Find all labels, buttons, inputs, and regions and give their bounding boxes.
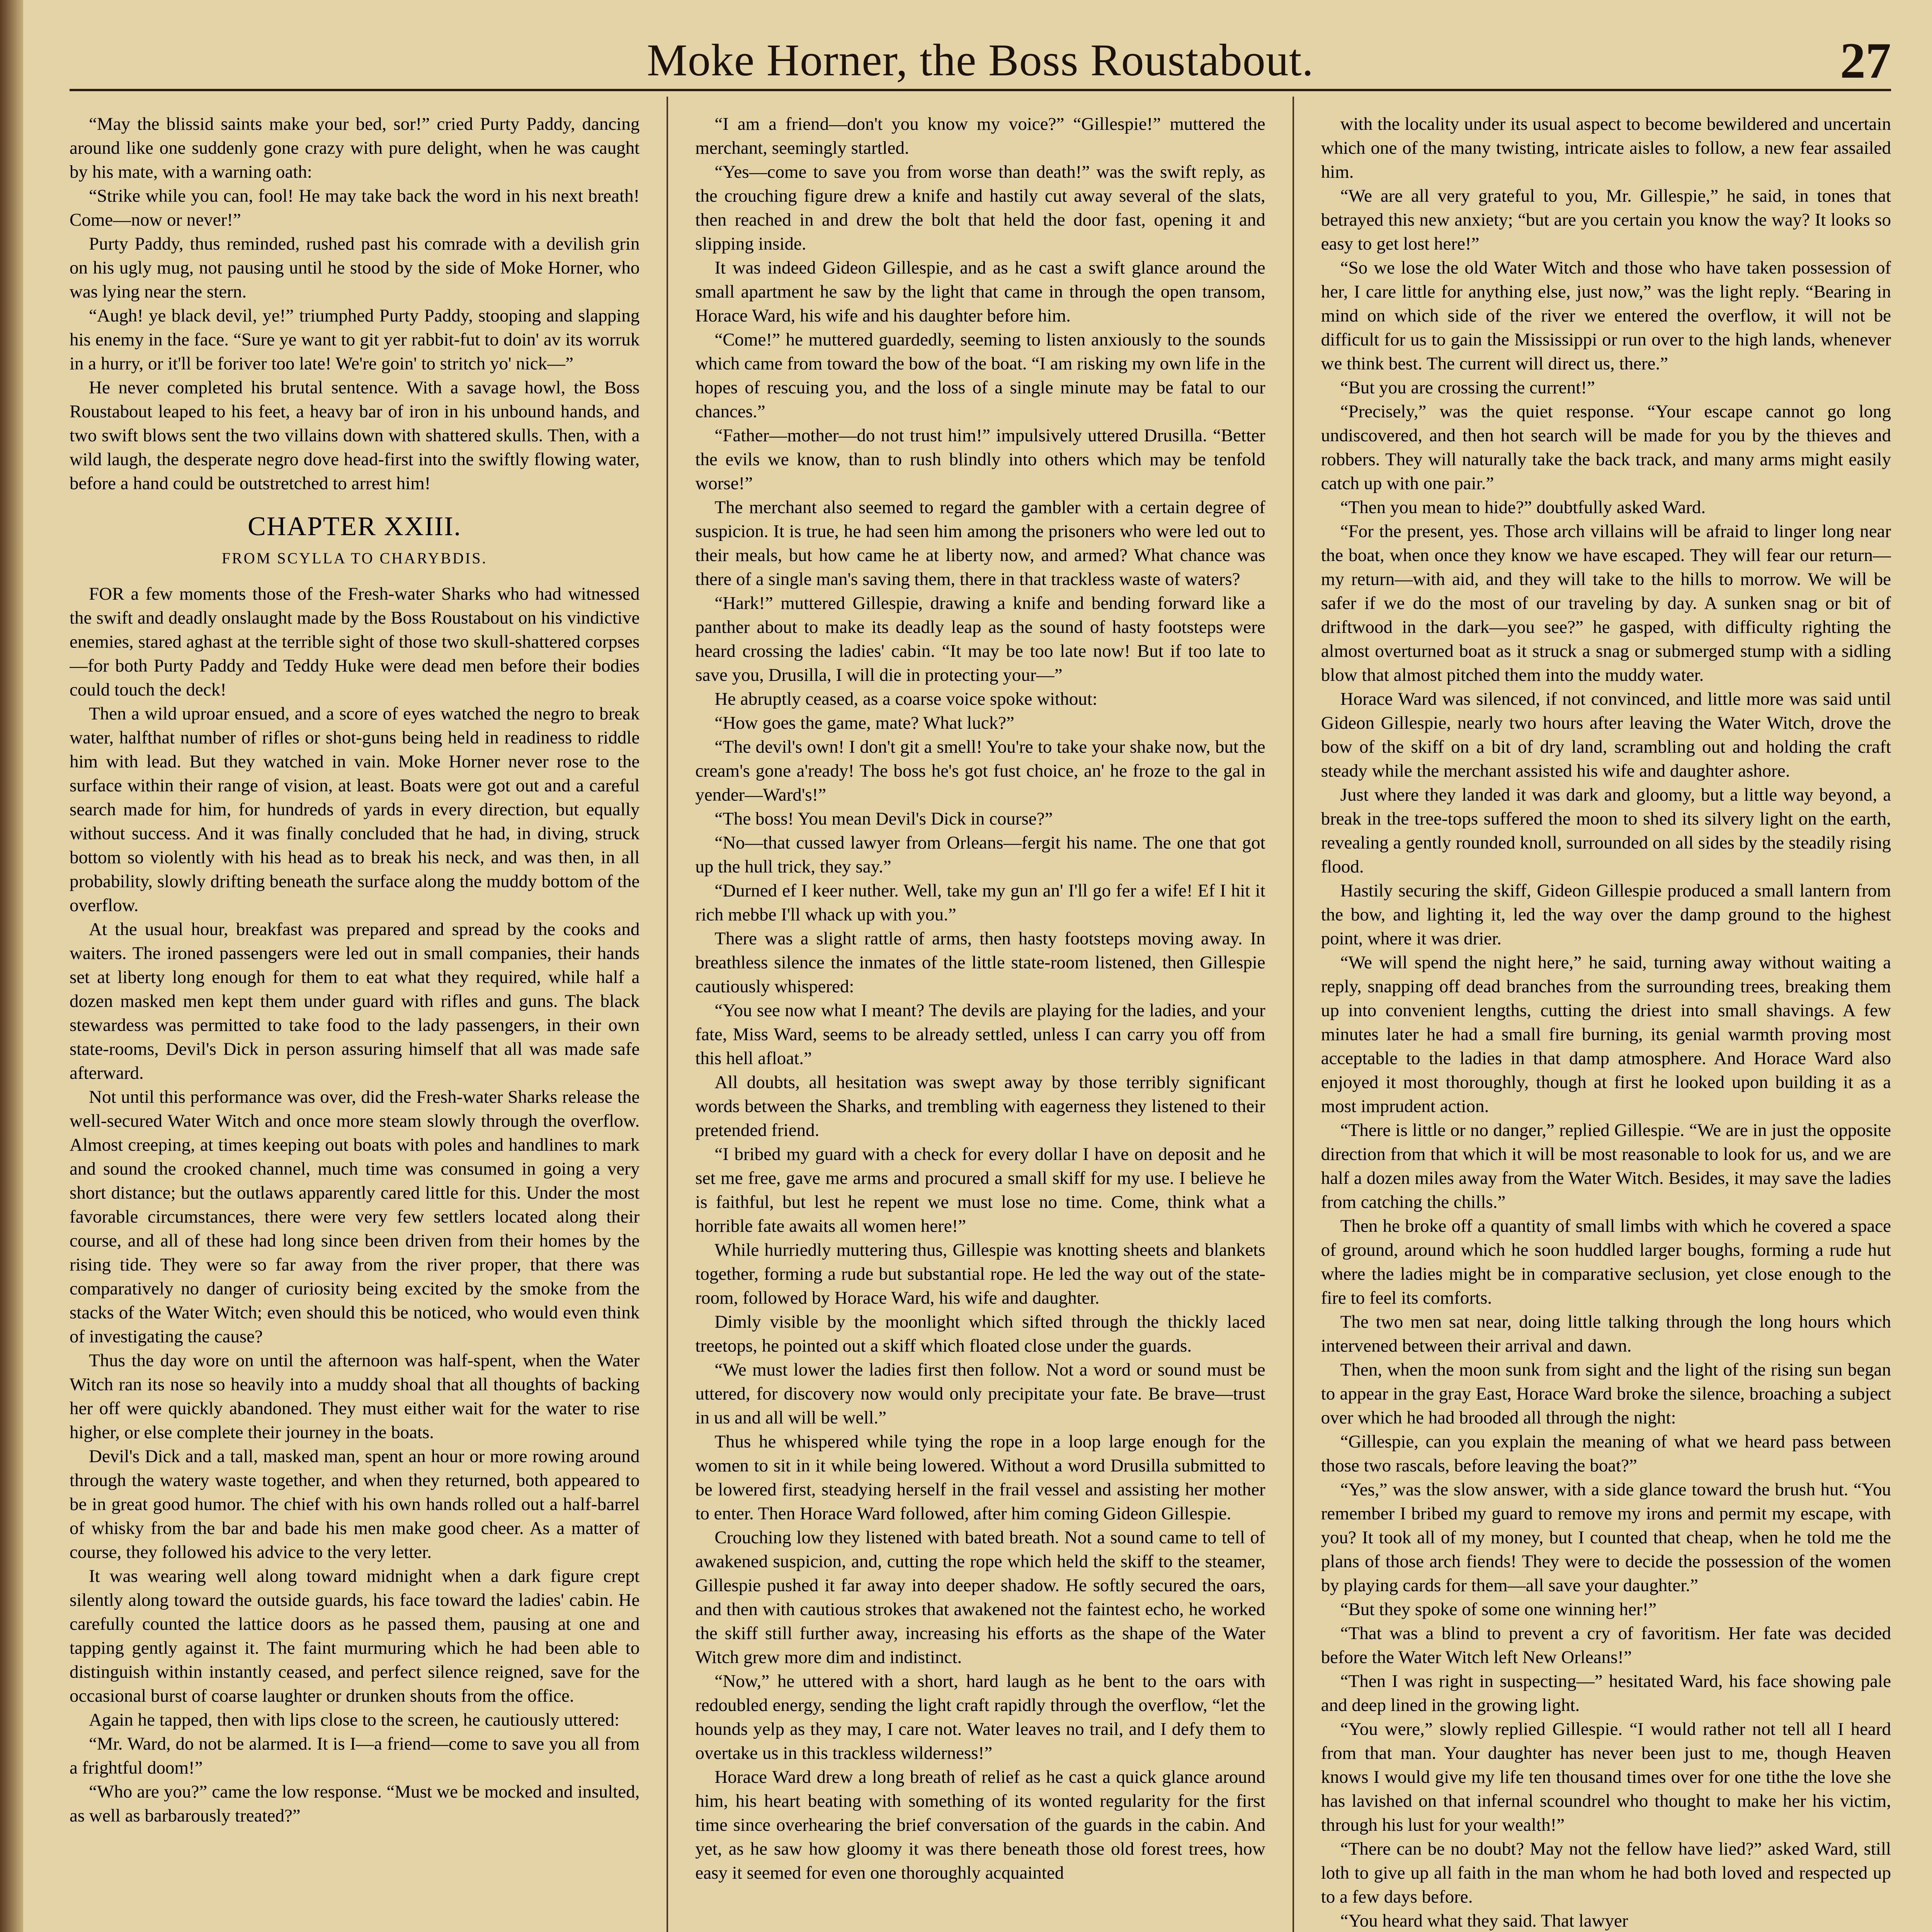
paragraph: While hurriedly muttering thus, Gillespie was knotting sheets and blankets together, forming a rude but substantial rope. He led the way out of the state-room, followed by Horace Ward, his wife and daughter. bbox=[695, 1240, 1265, 1308]
paragraph: “So we lose the old Water Witch and those who have taken possession of her, I care little for anything else, just now,” was the light reply. “Bearing in mind on which side of the river we entered the overflow, it will not be difficult for us to gain the Mississippi or run over to the high lands, whenever we think best. The current will direct us, there.” bbox=[1321, 258, 1891, 374]
paragraph: “Then I was right in suspecting—” hesitated Ward, his face showing pale and deep lined in the growing light. bbox=[1321, 1671, 1891, 1715]
column-1 bbox=[70, 97, 667, 1932]
paragraph: “I bribed my guard with a check for every dollar I have on deposit and he set me free, gave me arms and procured a small skiff for my use. I believe he is faithful, but lest he repent we must lose no time. Come, think what a horrible fate awaits all women here!” bbox=[695, 1144, 1265, 1236]
paragraph: “That was a blind to prevent a cry of favoritism. Her fate was decided before the Water Witch left New Orleans!” bbox=[1321, 1623, 1891, 1667]
paragraph: “I am a friend—don't you know my voice?” “Gillespie!” muttered the merchant, seemingly startled. bbox=[695, 114, 1265, 158]
paragraph: Not until this performance was over, did the Fresh-water Sharks release the well-secured Water Witch and once more steam slowly through the overflow. Almost creeping, at times keeping out boats with poles and handlines to mark and sound the crooked channel, much time was consumed in going a very short distance; but the outlaws apparently cared little for this. Under the most favorable circumstances, there were very few settlers located along their course, and all of these had long since been driven from their homes by the rising tide. They were so far away from the river proper, that there was comparatively no danger of curiosity being excited by the smoke from the stacks of the Water Witch; even should this be noticed, who would even think of investigating the cause? bbox=[70, 1087, 640, 1347]
paragraph: “Gillespie, can you explain the meaning of what we heard pass between those two rascals, before leaving the boat?” bbox=[1321, 1432, 1891, 1476]
paragraph: It was wearing well along toward midnight when a dark figure crept silently along toward the outside guards, his face toward the ladies' cabin. He carefully counted the lattice doors as he passed them, pausing at one and tapping gently against it. The faint murmuring which he had been able to distinguish within instantly ceased, and perfect silence reigned, save for the occasional burst of coarse laughter or drunken shouts from the office. bbox=[70, 1566, 640, 1706]
paragraph: “We must lower the ladies first then follow. Not a word or sound must be uttered, for discovery now would only precipitate your fate. Be brave—trust in us and all will be well.” bbox=[695, 1360, 1265, 1428]
paragraph: “Durned ef I keer nuther. Well, take my gun an' I'll go fer a wife! Ef I hit it rich mebbe I'll whack up with you.” bbox=[695, 881, 1265, 925]
paragraph: Hastily securing the skiff, Gideon Gillespie produced a small lantern from the bow, and lighting it, led the way over the damp ground to the highest point, where it was drier. bbox=[1321, 881, 1891, 949]
paragraph: “But they spoke of some one winning her!” bbox=[1340, 1599, 1657, 1619]
paragraph: “We are all very grateful to you, Mr. Gillespie,” he said, in tones that betrayed this new anxiety; “but are you certain you know the way? It looks so easy to get lost here!” bbox=[1321, 186, 1891, 254]
column-3 bbox=[1293, 97, 1891, 1932]
paragraph: Dimly visible by the moonlight which sifted through the thickly laced treetops, he pointed out a skiff which floated close under the guards. bbox=[695, 1312, 1265, 1356]
paragraph: “There is little or no danger,” replied Gillespie. “We are in just the opposite direction from that which it will be most reasonable to look for us, and we are half a dozen miles away from the Water Witch. Besides, it may save the ladies from catching the chills.” bbox=[1321, 1120, 1891, 1212]
chapter-subtitle: FROM SCYLLA TO CHARYBDIS. bbox=[221, 549, 488, 567]
paragraph: “The devil's own! I don't git a smell! You're to take your shake now, but the cream's gone a'ready! The boss he's got fust choice, an' he froze to the gal in yender—Ward's!” bbox=[695, 737, 1265, 805]
paragraph: “Who are you?” came the low response. “Must we be mocked and insulted, as well as barbarously treated?” bbox=[70, 1782, 640, 1826]
page-number: 27 bbox=[1840, 32, 1891, 89]
text-columns bbox=[70, 97, 1891, 1932]
paragraph: “Father—mother—do not trust him!” impulsively uttered Drusilla. “Better the evils we know, than to rush blindly into others which may be tenfold worse!” bbox=[695, 425, 1265, 493]
paragraph: Then a wild uproar ensued, and a score of eyes watched the negro to break water, halfthat number of rifles or shot-guns being held in readiness to riddle him with lead. But they watched in vain. Moke Horner never rose to the surface within their range of vision, at least. Boats were got out and a careful search made for him, for hundreds of yards in every direction, but equally without success. And it was finally concluded that he had, in diving, struck bottom so violently with his head as to break his neck, and was then, in all probability, slowly drifting beneath the surface along the muddy bottom of the overflow. bbox=[70, 704, 640, 915]
page-header bbox=[70, 27, 1891, 91]
paragraph: Again he tapped, then with lips close to the screen, he cautiously uttered: bbox=[89, 1710, 620, 1730]
paragraph: “No—that cussed lawyer from Orleans—fergit his name. The one that got up the hull trick, they say.” bbox=[695, 833, 1265, 877]
paragraph: At the usual hour, breakfast was prepared and spread by the cooks and waiters. The ironed passengers were led out in small companies, their hands set at liberty long enough for them to eat what they required, while half a dozen masked men kept them under guard with rifles and guns. The black stewardess was permitted to take food to the lady passengers, in their own state-rooms, Devil's Dick in person assuring himself that all was made safe afterward. bbox=[70, 919, 640, 1083]
paragraph: Then he broke off a quantity of small limbs with which he covered a space of ground, around which he soon huddled larger boughs, forming a rude hut where the ladies might be in comparative seclusion, yet close enough to the fire to feel its comforts. bbox=[1321, 1216, 1891, 1308]
paragraph: “You were,” slowly replied Gillespie. “I would rather not tell all I heard from that man. Your daughter has never been just to me, though Heaven knows I would give my life ten thousand times over for one tithe the love she has lavished on that infernal scoundrel who thought to make her his victim, through his lust for your wealth!” bbox=[1321, 1719, 1891, 1835]
paragraph: “Then you mean to hide?” doubtfully asked Ward. bbox=[1340, 497, 1706, 517]
column-2 bbox=[667, 97, 1292, 1932]
paragraph: FOR a few moments those of the Fresh-water Sharks who had witnessed the swift and deadly onslaught made by the Boss Roustabout on his vindictive enemies, stared aghast at the terrible sight of those two skull-shattered corpses—for both Purty Paddy and Teddy Huke were dead men before their bodies could touch the deck! bbox=[70, 584, 640, 700]
paragraph: Purty Paddy, thus reminded, rushed past his comrade with a devilish grin on his ugly mug, not pausing until he stood by the side of Moke Horner, who was lying near the stern. bbox=[70, 234, 640, 302]
paragraph: “For the present, yes. Those arch villains will be afraid to linger long near the boat, when once they know we have escaped. They will fear our return—my return—with aid, and they will take to the hills to morrow. We will be safer if we do the most of our traveling by day. A sunken snag or bit of driftwood in the dark—you see?” he gasped, with difficulty righting the almost overturned boat as it struck a snag or submerged stump with a sidling blow that almost pitched them into the muddy water. bbox=[1321, 521, 1891, 685]
paragraph: It was indeed Gideon Gillespie, and as he cast a swift glance around the small apartment he saw by the light that came in through the open transom, Horace Ward, his wife and his daughter before him. bbox=[695, 258, 1265, 326]
paragraph: “Yes—come to save you from worse than death!” was the swift reply, as the crouching figure drew a knife and hastily cut away several of the slats, then reached in and drew the bolt that held the door fast, opening it and slipping inside. bbox=[695, 162, 1265, 254]
paragraph: He abruptly ceased, as a coarse voice spoke without: bbox=[714, 689, 1097, 709]
paragraph: “Yes,” was the slow answer, with a side glance toward the brush hut. “You remember I bribed my guard to remove my irons and permit my escape, with you? It took all of my money, but I counted that cheap, when he told me the plans of those arch fiends! They were to decide the possession of the women by playing cards for them—all save your daughter.” bbox=[1321, 1480, 1891, 1595]
paragraph: “The boss! You mean Devil's Dick in course?” bbox=[714, 809, 1053, 829]
paragraph: Horace Ward was silenced, if not convinced, and little more was said until Gideon Gillespie, nearly two hours after leaving the Water Witch, drove the bow of the skiff on a bit of dry land, scrambling out and holding the craft steady while the merchant assisted his wife and daughter ashore. bbox=[1321, 689, 1891, 781]
paragraph: The two men sat near, doing little talking through the long hours which intervened between their arrival and dawn. bbox=[1321, 1312, 1891, 1356]
paragraph: “You heard what they said. That lawyer bbox=[1340, 1911, 1628, 1931]
paragraph: “Precisely,” was the quiet response. “Your escape cannot go long undiscovered, and then hot search will be made for you by the thieves and robbers. They will naturally take the back track, and many arms might easily catch up with one pair.” bbox=[1321, 401, 1891, 493]
paragraph: Then, when the moon sunk from sight and the light of the rising sun began to appear in the gray East, Horace Ward broke the silence, broaching a subject over which he had brooded all through the night: bbox=[1321, 1360, 1891, 1428]
paragraph: “Hark!” muttered Gillespie, drawing a knife and bending forward like a panther about to make its deadly leap as the sound of hasty footsteps were heard crossing the ladies' cabin. “It may be too late now! But if too late to save you, Drusilla, I will die in protecting your—” bbox=[695, 593, 1265, 685]
paragraph: “May the blissid saints make your bed, sor!” cried Purty Paddy, dancing around like one suddenly gone crazy with pure delight, when he was caught by his mate, with a warning oath: bbox=[70, 114, 640, 182]
paragraph: “How goes the game, mate? What luck?” bbox=[714, 713, 1014, 733]
paragraph: Crouching low they listened with bated breath. Not a sound came to tell of awakened suspicion, and, cutting the rope which held the skiff to the steamer, Gillespie pushed it far away into deeper shadow. He softly secured the oars, and then with cautious strokes that awakened not the faintest echo, he worked the skiff still further away, increasing his efforts as the shape of the Water Witch grew more dim and indistinct. bbox=[695, 1527, 1265, 1667]
paragraph: “There can be no doubt? May not the fellow have lied?” asked Ward, still loth to give up all faith in the man whom he had both loved and respected up to a few days before. bbox=[1321, 1839, 1891, 1907]
paragraph: “But you are crossing the current!” bbox=[1340, 378, 1595, 398]
paragraph: The merchant also seemed to regard the gambler with a certain degree of suspicion. It is true, he had seen him among the prisoners who were led out to their meals, but how came he at liberty now, and armed? What chance was there of a single man's saving them, there in that trackless waste of waters? bbox=[695, 497, 1265, 589]
paragraph: He never completed his brutal sentence. With a savage howl, the Boss Roustabout leaped to his feet, a heavy bar of iron in his unbound hands, and two swift blows sent the two villains down with shattered skulls. Then, with a wild laugh, the desperate negro dove head-first into the swiftly flowing water, before a hand could be outstretched to arrest him! bbox=[70, 378, 640, 493]
paragraph: Thus he whispered while tying the rope in a loop large enough for the women to sit in it while being lowered. Without a word Drusilla submitted to be lowered first, steadying herself in the frail vessel and assisting her mother to enter. Then Horace Ward followed, after him coming Gideon Gillespie. bbox=[695, 1432, 1265, 1524]
paragraph: Thus the day wore on until the afternoon was half-spent, when the Water Witch ran its nose so heavily into a muddy shoal that all thoughts of backing her off were quickly abandoned. They must either wait for the water to rise higher, or else complete their journey in the boats. bbox=[70, 1350, 640, 1442]
paragraph: Horace Ward drew a long breath of relief as he cast a quick glance around him, his heart beating with something of its wonted regularity for the first time since overhearing the brief conversation of the guards in the cabin. And yet, as he saw how gloomy it was there beneath those old forest trees, how easy it seemed for even one thoroughly acquainted bbox=[695, 1767, 1265, 1883]
paragraph: Just where they landed it was dark and gloomy, but a little way beyond, a break in the tree-tops suffered the moon to shed its silvery light on the earth, revealing a gently rounded knoll, surrounded on all sides by the steadily rising flood. bbox=[1321, 785, 1891, 877]
paragraph: with the locality under its usual aspect to become bewildered and uncertain which one of the many twisting, intricate aisles to follow, a new fear assailed him. bbox=[1321, 114, 1891, 182]
running-title: Moke Horner, the Boss Roustabout. bbox=[646, 35, 1314, 85]
page-spine-shadow bbox=[0, 0, 23, 1932]
paragraph: There was a slight rattle of arms, then hasty footsteps moving away. In breathless silence the inmates of the little state-room listened, then Gillespie cautiously whispered: bbox=[695, 929, 1265, 997]
chapter-title: CHAPTER XXIII. bbox=[248, 512, 462, 541]
paragraph: Devil's Dick and a tall, masked man, spent an hour or more rowing around through the watery waste together, and when they returned, both appeared to be in great good humor. The chief with his own hands rolled out a half-barrel of whisky from the bar and bade his men make good cheer. As a matter of course, they followed his advice to the very letter. bbox=[70, 1446, 640, 1562]
paragraph: “We will spend the night here,” he said, turning away without waiting a reply, snapping off dead branches from the surrounding trees, breaking them up into convenient lengths, cutting the driest into small shavings. A few minutes later he had a small fire burning, its genial warmth proving most acceptable to the ladies in that damp atmosphere. And Horace Ward also enjoyed it most thoroughly, though at first he looked upon building it as a most imprudent action. bbox=[1321, 952, 1891, 1116]
paragraph: “Come!” he muttered guardedly, seeming to listen anxiously to the sounds which came from toward the bow of the boat. “I am risking my own life in the hopes of rescuing you, and the loss of a single minute may be fatal to our chances.” bbox=[695, 330, 1265, 422]
paragraph: “Mr. Ward, do not be alarmed. It is I—a friend—come to save you all from a frightful doom!” bbox=[70, 1734, 640, 1778]
paragraph: “Augh! ye black devil, ye!” triumphed Purty Paddy, stooping and slapping his enemy in the face. “Sure ye want to git yer rabbit-fut to doin' av its worruk in a hurry, or it'll be foriver too late! We're goin' to stritch yo' nick—” bbox=[70, 306, 640, 374]
paragraph: All doubts, all hesitation was swept away by those terribly significant words between the Sharks, and trembling with eagerness they listened to their pretended friend. bbox=[695, 1072, 1265, 1140]
paragraph: “Strike while you can, fool! He may take back the word in his next breath! Come—now or never!” bbox=[70, 186, 640, 230]
paragraph: “You see now what I meant? The devils are playing for the ladies, and your fate, Miss Ward, seems to be already settled, unless I can carry you off from this hell afloat.” bbox=[695, 1000, 1265, 1068]
paragraph: “Now,” he uttered with a short, hard laugh as he bent to the oars with redoubled energy, sending the light craft rapidly through the overflow, “let the hounds yelp as they may, I care not. Water leaves no trail, and I defy them to overtake us in this trackless wilderness!” bbox=[695, 1671, 1265, 1763]
